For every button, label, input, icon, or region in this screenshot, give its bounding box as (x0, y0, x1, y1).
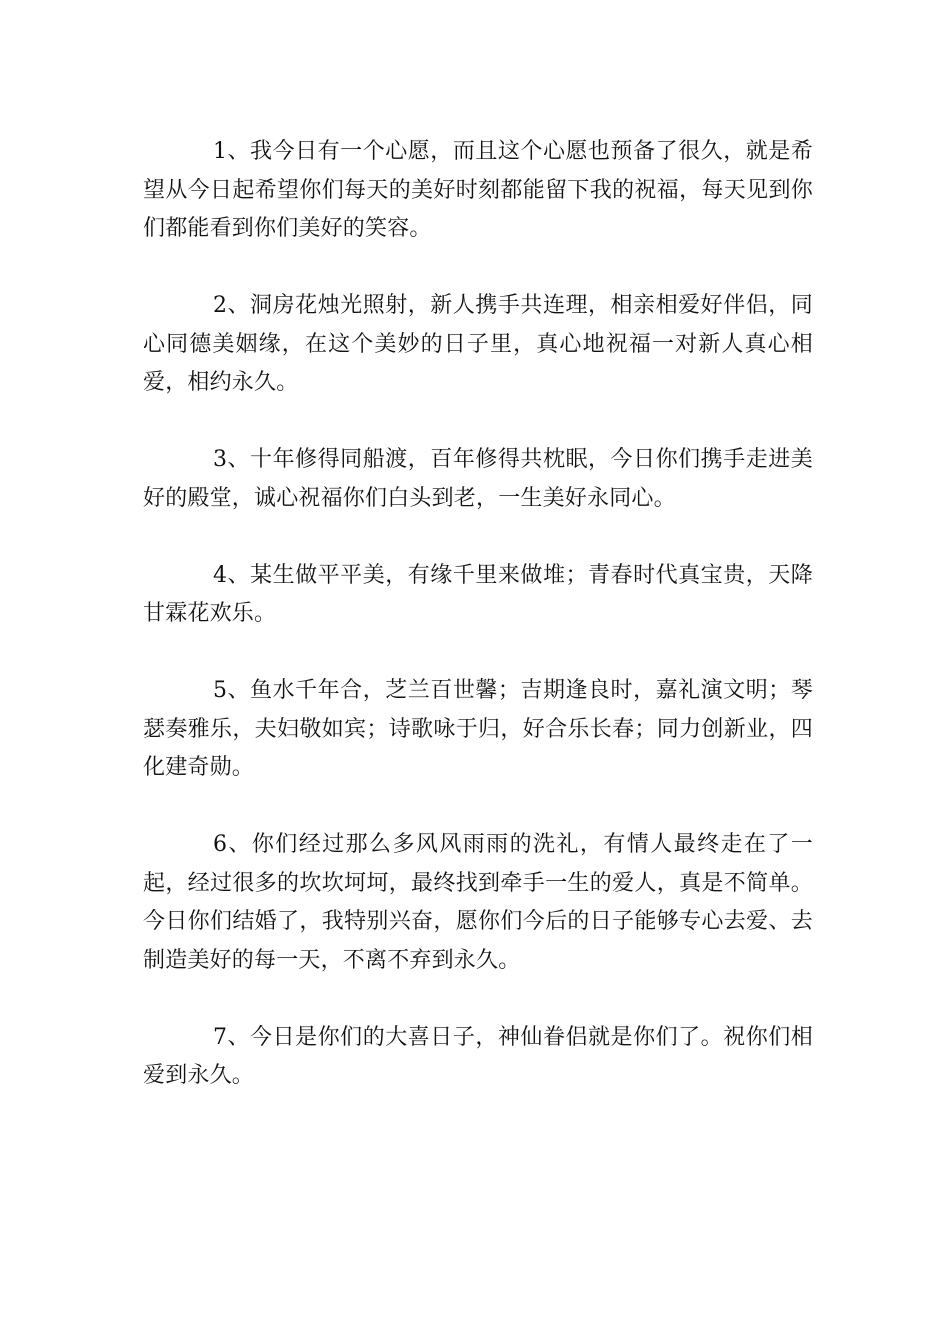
paragraph-2: 2、洞房花烛光照射，新人携手共连理，相亲相爱好伴侣，同心同德美姻缘，在这个美妙的日子里，真心地祝福一对新人真心相爱，相约永久。 (143, 293, 813, 395)
paragraph-1: 1、我今日有一个心愿，而且这个心愿也预备了很久，就是希望从今日起希望你们每天的美好时刻都能留下我的祝福，每天见到你们都能看到你们美好的笑容。 (143, 139, 813, 241)
paragraph-5: 5、鱼水千年合，芝兰百世馨；吉期逢良时，嘉礼演文明；琴瑟奏雅乐，夫妇敬如宾；诗歌咏于归，好合乐长春；同力创新业，四化建奇勋。 (143, 678, 813, 780)
document-body (143, 133, 813, 1096)
paragraph-4: 4、某生做平平美，有缘千里来做堆；青春时代真宝贵，天降甘霖花欢乐。 (143, 562, 813, 626)
paragraph-3: 3、十年修得同船渡，百年修得共枕眠，今日你们携手走进美好的殿堂，诚心祝福你们白头到老，一生美好永同心。 (143, 447, 813, 511)
paragraph-6: 6、你们经过那么多风风雨雨的洗礼，有情人最终走在了一起，经过很多的坎坎坷坷，最终找到牵手一生的爱人，真是不简单。今日你们结婚了，我特别兴奋，愿你们今后的日子能够专心去爱、去制造美好的每一天，不离不弃到永久。 (143, 832, 813, 973)
paragraph-7: 7、今日是你们的大喜日子，神仙眷侣就是你们了。祝你们相爱到永久。 (143, 1024, 813, 1088)
